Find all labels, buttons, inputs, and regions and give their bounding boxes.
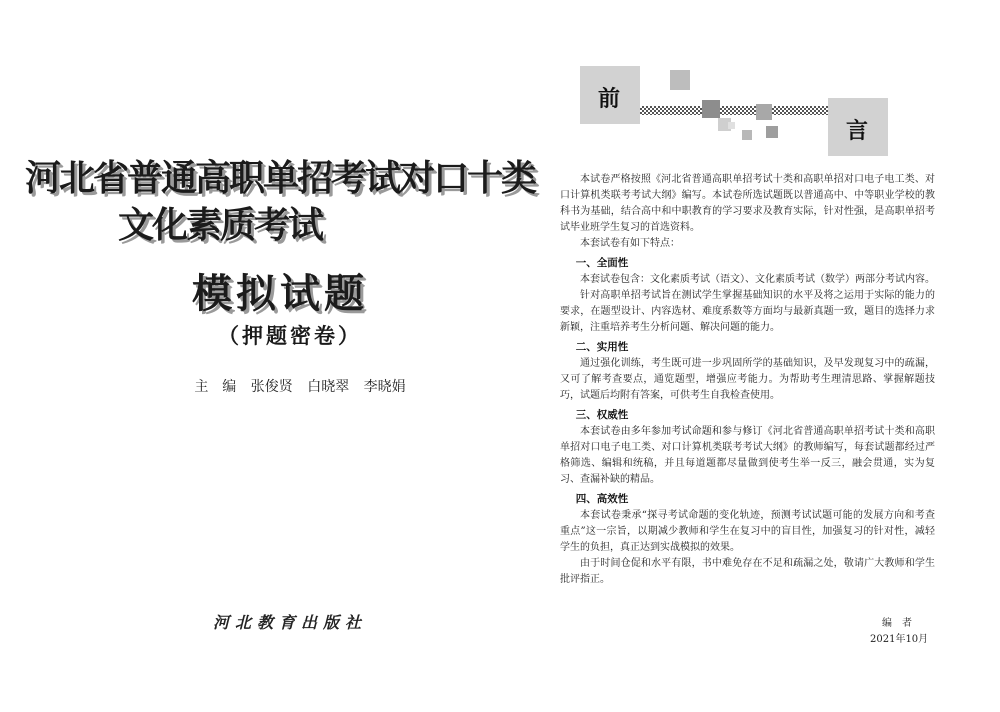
preface-features-intro: 本套试卷有如下特点： <box>580 238 680 249</box>
preface-body <box>560 172 935 588</box>
header-square <box>756 104 772 120</box>
section-heading: 一、全面性 <box>575 257 629 269</box>
editor-name: 李晓娟 <box>363 379 406 395</box>
cover-publisher: 河北教育出版社 <box>212 613 367 632</box>
section-paragraph: 本套试卷秉承“探寻考试命题的变化轨迹，预测考试试题可能的发展方向和考查重点”这一宗旨，以期减少教师和学生在复习中的盲目性，加强复习的针对性，减轻学生的负担，真正达到实战模拟的效果。 <box>560 510 935 553</box>
section-paragraph: 本套试卷包含：文化素质考试（语文）、文化素质考试（数学）两部分考试内容。 <box>580 274 935 285</box>
editor-name: 白晓翠 <box>307 379 350 395</box>
header-square <box>702 100 720 118</box>
editor-label: 主 编 <box>194 379 237 395</box>
section-paragraph: 通过强化训练，考生既可进一步巩固所学的基础知识，及早发现复习中的疏漏，又可了解考查要点，通览题型，增强应考能力。为帮助考生理清思路、掌握解题技巧，试题后均附有答案，可供考生自我检查使用。 <box>560 358 935 401</box>
preface-page <box>560 0 1000 712</box>
preface-signature: 编 者 <box>882 618 912 629</box>
cover-subtitle: （押题密卷） <box>218 324 362 348</box>
cover-title-line3: 模拟试题 <box>192 271 368 317</box>
header-dither-band <box>640 106 828 115</box>
header-square <box>742 130 752 140</box>
preface-heading-char2: 言 <box>846 119 869 144</box>
header-square <box>766 126 778 138</box>
section-paragraph: 针对高职单招考试旨在测试学生掌握基础知识的水平及将之运用于实际的能力的要求，在题型设计、内容选材、难度系数等方面均与最新真题一致，题目的选择力求新颖，注重培养考生分析问题、解决问题的能力。 <box>560 290 935 333</box>
header-square <box>728 122 735 129</box>
cover-title-line2: 文化素质考试 <box>117 205 322 246</box>
section-heading: 三、权威性 <box>575 409 629 421</box>
preface-intro: 本试卷严格按照《河北省普通高职单招考试十类和高职单招对口电子电工类、对口计算机类联考考试大纲》编写。本试卷所选试题既以普通高中、中等职业学校的教科书为基础，结合高中和中职教育的学习要求及教育实际，针对性强，是高职单招考试毕业班学生复习的首选资料。 <box>560 174 935 233</box>
editor-name: 张俊贤 <box>250 379 293 395</box>
cover-editors <box>0 376 600 396</box>
preface-date: 2021年10月 <box>870 634 929 645</box>
section-heading: 四、高效性 <box>575 493 629 505</box>
cover-title-line1: 河北省普通高职单招考试对口十类 <box>24 158 535 199</box>
header-square <box>670 70 690 90</box>
section-paragraph: 由于时间仓促和水平有限，书中难免存在不足和疏漏之处，敬请广大教师和学生批评指正。 <box>560 558 935 585</box>
section-heading: 二、实用性 <box>575 341 629 353</box>
preface-heading-char1: 前 <box>598 87 621 112</box>
section-paragraph: 本套试卷由多年参加考试命题和参与修订《河北省普通高职单招考试十类和高职单招对口电子电工类、对口计算机类联考考试大纲》的教师编写，每套试题都经过严格筛选、编辑和统稿，并且每道题都尽量做到使考生举一反三，融会贯通，实为复习、查漏补缺的精品。 <box>560 426 935 485</box>
